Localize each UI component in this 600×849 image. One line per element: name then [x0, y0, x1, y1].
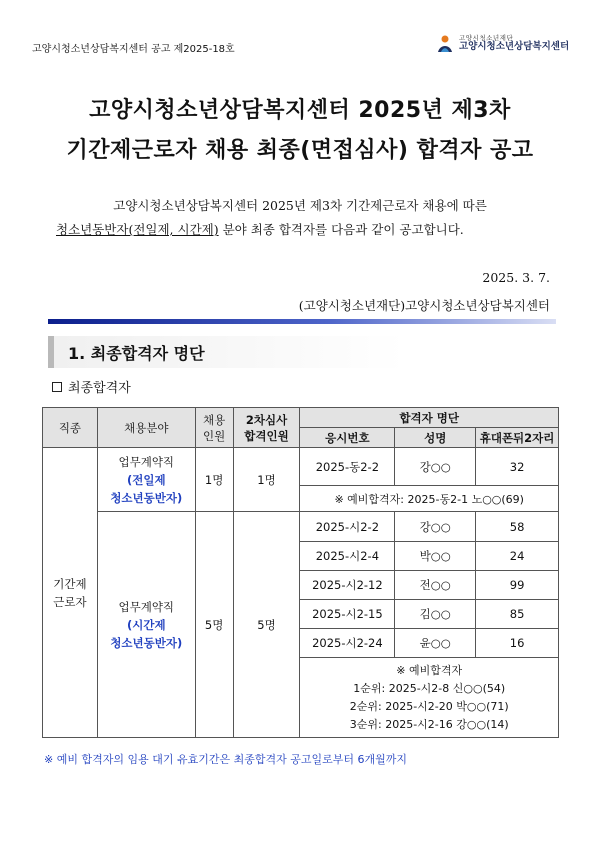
header-exam-no: 응시번호 [300, 428, 395, 448]
field-line: 청소년동반자) [110, 490, 183, 505]
intro-underlined: 청소년동반자(전일제, 시간제) [56, 222, 219, 237]
reserve-item: 2순위: 2025-시2-20 박○○(71) [349, 699, 509, 713]
field-cell-fulltime [97, 448, 195, 512]
phone-cell: 32 [476, 448, 559, 486]
name-cell: 전○○ [395, 571, 476, 600]
subsection-title: 최종합격자 [68, 381, 131, 396]
header-list: 합격자 명단 [300, 408, 559, 428]
result-table [42, 407, 559, 738]
header-phone: 휴대폰뒤2자리 [476, 428, 559, 448]
field-cell-parttime [97, 512, 195, 738]
header-second-pass: 2차심사 합격인원 [233, 408, 300, 448]
header-category: 직종 [43, 408, 98, 448]
exam-no-cell: 2025-시2-15 [300, 600, 395, 629]
field-line: (전일제 [126, 472, 166, 487]
exam-no-cell: 2025-동2-2 [300, 448, 395, 486]
name-cell: 윤○○ [395, 629, 476, 658]
reserve-title: ※ 예비합격자 [396, 663, 463, 677]
recruit-count: 5명 [195, 512, 233, 738]
page-title-line1: 고양시청소년상담복지센터 2025년 제3차 [89, 98, 511, 123]
name-cell: 김○○ [395, 600, 476, 629]
table-row [43, 448, 559, 486]
intro-rest: 분야 최종 합격자를 다음과 같이 공고합니다. [218, 222, 464, 237]
pass-count: 5명 [233, 512, 300, 738]
phone-cell: 58 [476, 512, 559, 542]
reserve-item: 3순위: 2025-시2-16 강○○(14) [349, 717, 509, 731]
logo-subtitle: 고양시청소년재단 [459, 34, 514, 43]
field-line: 청소년동반자) [110, 635, 183, 650]
recruit-count: 1명 [195, 448, 233, 512]
header-name: 성명 [395, 428, 476, 448]
field-line: (시간제 [126, 617, 166, 632]
exam-no-cell: 2025-시2-12 [300, 571, 395, 600]
name-cell: 강○○ [395, 448, 476, 486]
phone-cell: 85 [476, 600, 559, 629]
exam-no-cell: 2025-시2-4 [300, 542, 395, 571]
announcement-date: 2025. 3. 7. [482, 270, 550, 285]
header-recruit: 채용 인원 [195, 408, 233, 448]
reserve-note: ※ 예비합격자: 2025-동2-1 노○○(69) [300, 486, 559, 512]
phone-cell: 24 [476, 542, 559, 571]
footnote: ※ 예비 합격자의 임용 대기 유효기간은 최종합격자 공고일로부터 6개월까지 [44, 753, 407, 766]
document-number: 고양시청소년상담복지센터 공고 제2025-18호 [32, 44, 235, 55]
intro-line2 [56, 220, 556, 238]
pass-count: 1명 [233, 448, 300, 512]
checkbox-square-icon [52, 382, 62, 392]
subsection-heading [52, 377, 131, 396]
reserve-list [300, 658, 559, 738]
logo-name: 고양시청소년상담복지센터 [459, 41, 570, 53]
page-title-line2: 기간제근로자 채용 최종(면접심사) 합격자 공고 [66, 138, 534, 163]
divider-bar [48, 319, 556, 324]
section-header [48, 336, 556, 368]
name-cell: 강○○ [395, 512, 476, 542]
logo [436, 34, 569, 54]
phone-cell: 16 [476, 629, 559, 658]
field-line: 업무계약직 [118, 454, 175, 469]
category-cell: 기간제 근로자 [43, 448, 98, 738]
intro-line1: 고양시청소년상담복지센터 2025년 제3차 기간제근로자 채용에 따른 [113, 198, 487, 213]
header-field: 채용분야 [97, 408, 195, 448]
exam-no-cell: 2025-시2-24 [300, 629, 395, 658]
field-line: 업무계약직 [118, 599, 175, 614]
reserve-item: 1순위: 2025-시2-8 신○○(54) [353, 681, 506, 695]
organization-name: (고양시청소년재단)고양시청소년상담복지센터 [298, 298, 550, 313]
exam-no-cell: 2025-시2-2 [300, 512, 395, 542]
phone-cell: 99 [476, 571, 559, 600]
section-title: 1. 최종합격자 명단 [68, 343, 205, 363]
name-cell: 박○○ [395, 542, 476, 571]
logo-mark-icon [436, 34, 454, 54]
table-row [43, 512, 559, 542]
